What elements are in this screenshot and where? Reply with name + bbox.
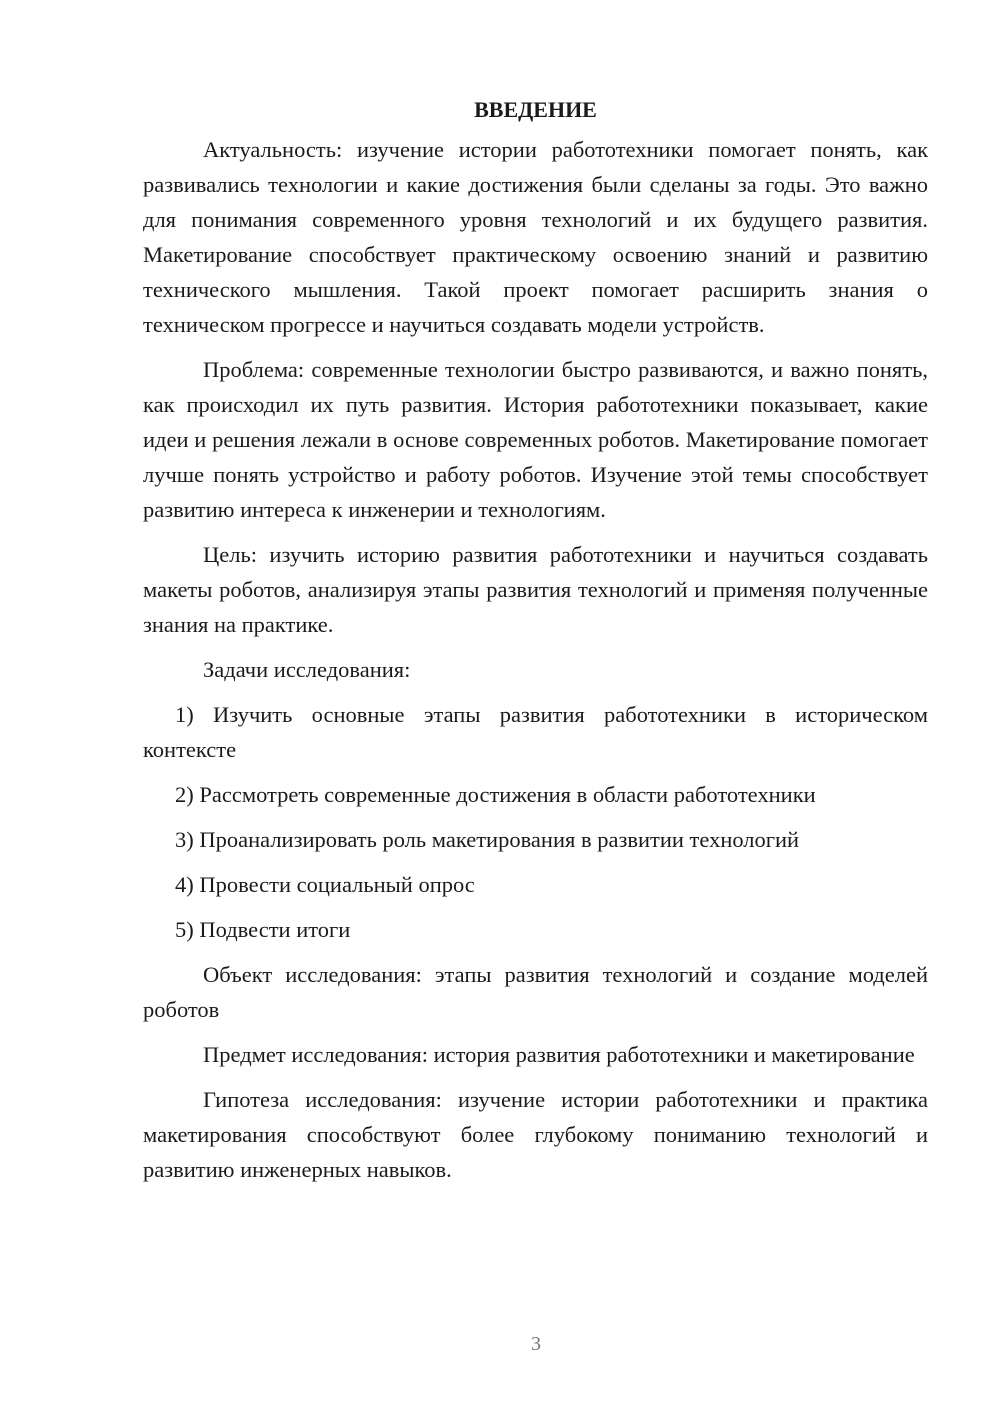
hypothesis-paragraph: Гипотеза исследования: изучение истории работотехники и практика макетирования способствуют более глубокому пониманию технологий и развитию инженерных навыков.: [143, 1087, 928, 1182]
problem-paragraph: Проблема: современные технологии быстро развиваются, и важно понять, как происходил их путь развития. История работотехники показывает, какие идеи и решения лежали в основе современных роботов. Макетирование помогает лучше понять устройство и работу роботов. Изучение этой темы способствует развитию интереса к инженерии и технологиям.: [143, 357, 928, 522]
tasks-heading: Задачи исследования:: [203, 657, 411, 682]
task-item: 1) Изучить основные этапы развития работотехники в историческом контексте: [143, 702, 928, 762]
task-item: 2) Рассмотреть современные достижения в области работотехники: [175, 782, 816, 807]
page-title: ВВЕДЕНИЕ: [474, 97, 597, 122]
actuality-paragraph: Актуальность: изучение истории работотехники помогает понять, как развивались технологии и какие достижения были сделаны за годы. Это важно для понимания современного уровня технологий и их будущего развития. Макетирование способствует практическому освоению знаний и развитию технического мышления. Такой проект помогает расширить знания о техническом прогрессе и научиться создавать модели устройств.: [143, 137, 928, 337]
document-body: [143, 92, 928, 1197]
task-item: 4) Провести социальный опрос: [175, 872, 475, 897]
goal-paragraph: Цель: изучить историю развития работотехники и научиться создавать макеты роботов, анализируя этапы развития технологий и применяя полученные знания на практике.: [143, 542, 928, 637]
task-item: 3) Проанализировать роль макетирования в развитии технологий: [175, 827, 800, 852]
task-item: 5) Подвести итоги: [175, 917, 351, 942]
subject-paragraph: Предмет исследования: история развития работотехники и макетирование: [203, 1042, 915, 1067]
object-paragraph: Объект исследования: этапы развития технологий и создание моделей роботов: [143, 962, 928, 1022]
page-number: 3: [531, 1333, 541, 1355]
